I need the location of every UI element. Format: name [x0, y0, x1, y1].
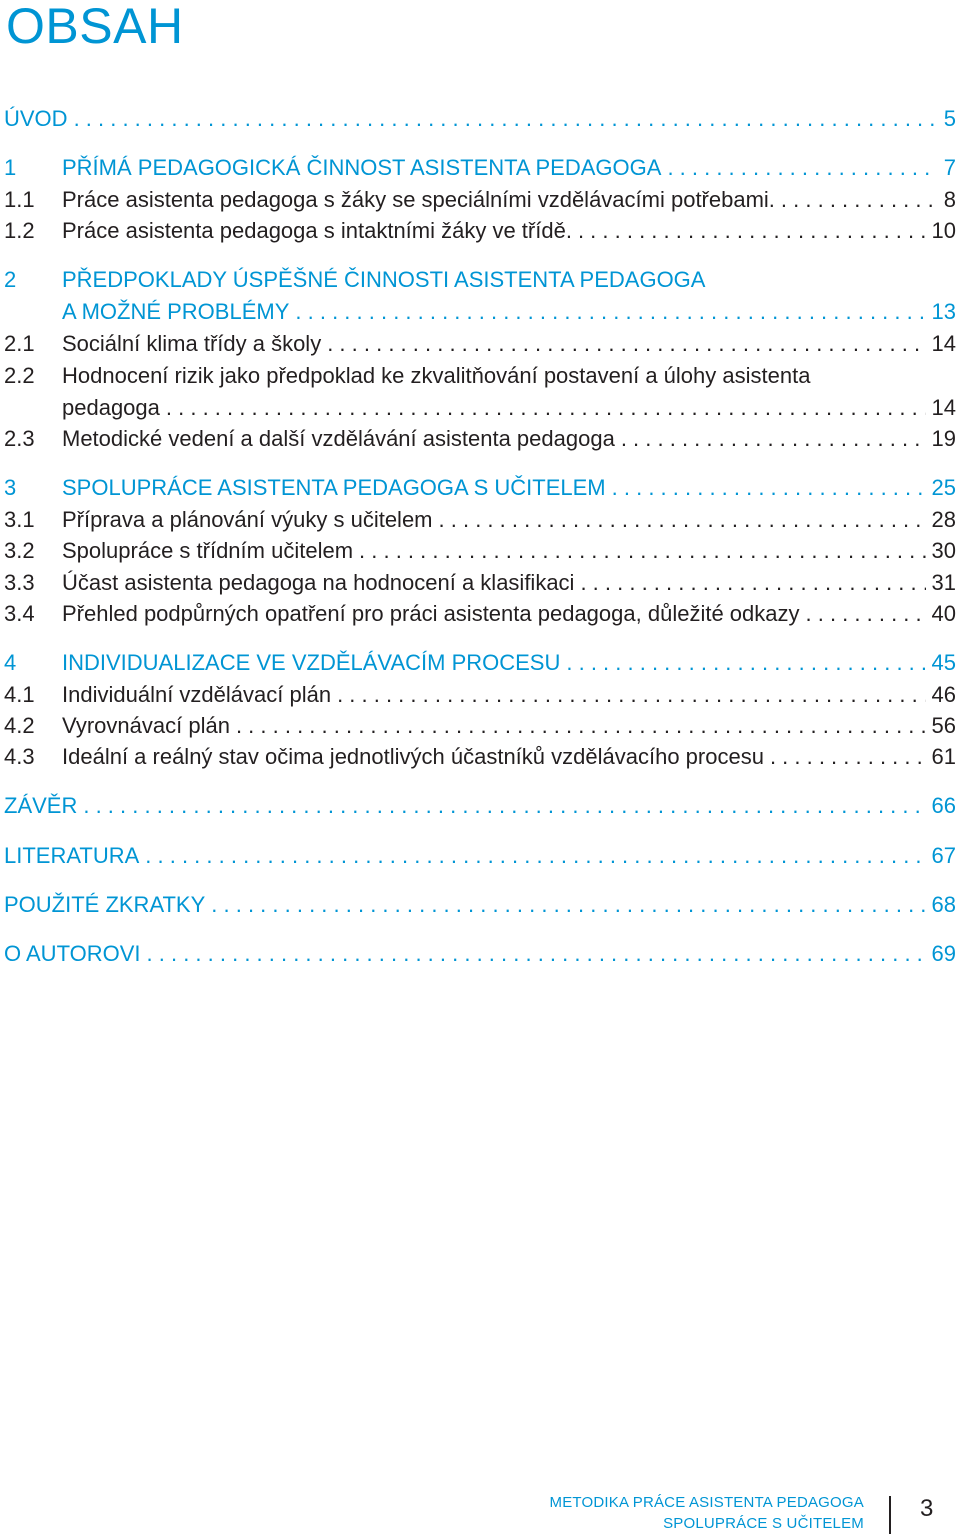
toc-entry-title: LITERATURA: [4, 843, 140, 868]
toc-entry-title: Práce asistenta pedagoga s žáky se speciálními vzdělávacími potřebami.: [62, 187, 775, 212]
toc-page-number: 8: [943, 187, 956, 212]
footer-running-title: [550, 1492, 864, 1534]
toc-entry-title: Příprava a plánování výuky s učitelem: [62, 507, 433, 532]
toc-entry-title: Účast asistenta pedagoga na hodnocení a klasifikaci: [62, 570, 575, 595]
toc-entry[interactable]: [4, 680, 956, 710]
toc-entry-continuation[interactable]: [4, 297, 956, 327]
dot-leader: [615, 424, 926, 454]
toc-entry-title: ZÁVĚR: [4, 793, 78, 818]
toc-entry-number: 3.1: [4, 507, 35, 532]
dot-leader: [205, 890, 925, 920]
toc-entry[interactable]: [4, 329, 956, 359]
toc-entry-title: A MOŽNÉ PROBLÉMY: [62, 299, 290, 324]
toc-entry-number: 3.4: [4, 601, 35, 626]
toc-entry-title: Individuální vzdělávací plán: [62, 682, 332, 707]
toc-entry[interactable]: [4, 361, 956, 391]
page-footer: [540, 1492, 960, 1536]
footer-chapter-title: SPOLUPRÁCE S UČITELEM: [663, 1515, 864, 1532]
toc-entry-title: Hodnocení rizik jako předpoklad ke zkvalitňování postavení a úlohy asistenta: [62, 363, 811, 388]
toc-page-number: 28: [931, 507, 956, 532]
dot-leader: [353, 536, 925, 566]
toc-entry-title: Přehled podpůrných opatření pro práci asistenta pedagoga, důležité odkazy: [62, 601, 800, 626]
toc-entry[interactable]: [4, 265, 956, 295]
toc-entry[interactable]: [4, 505, 956, 535]
toc-entry-title: POUŽITÉ ZKRATKY: [4, 892, 206, 917]
toc-entry-number: 4.2: [4, 713, 35, 738]
toc-entry[interactable]: [4, 568, 956, 598]
toc-entry-number: 2.3: [4, 426, 35, 451]
toc-page-number: 14: [931, 331, 956, 356]
toc-entry-title: PŘEDPOKLADY ÚSPĚŠNÉ ČINNOSTI ASISTENTA PEDAGOGA: [62, 267, 706, 292]
toc-entry-number: 2.1: [4, 331, 35, 356]
dot-leader: [764, 742, 926, 772]
toc-page-number: 45: [931, 650, 956, 675]
toc-entry[interactable]: [4, 473, 956, 503]
toc-entry[interactable]: [4, 185, 956, 215]
toc-page-number: 14: [931, 395, 956, 420]
toc-entry-title: Vyrovnávací plán: [62, 713, 230, 738]
toc-page-number: 69: [931, 941, 956, 966]
dot-leader: [139, 841, 925, 871]
toc-entry[interactable]: [4, 890, 956, 920]
toc-page-number: 10: [931, 218, 956, 243]
toc-page-number: 40: [931, 601, 956, 626]
toc-entry-number: 2: [4, 267, 17, 292]
toc-page-number: 56: [931, 713, 956, 738]
dot-leader: [160, 393, 926, 423]
toc-entry-title: INDIVIDUALIZACE VE VZDĚLÁVACÍM PROCESU: [62, 650, 561, 675]
toc-page-number: 5: [943, 106, 956, 131]
dot-leader: [321, 329, 925, 359]
toc-entry-number: 3.3: [4, 570, 35, 595]
toc-entry[interactable]: [4, 841, 956, 871]
toc-entry-number: 4.3: [4, 744, 35, 769]
dot-leader: [661, 153, 937, 183]
toc-entry-number: 1.1: [4, 187, 35, 212]
toc-entry[interactable]: [4, 153, 956, 183]
toc-entry-number: 3: [4, 475, 17, 500]
toc-entry-title: Metodické vedení a další vzdělávání asistenta pedagoga: [62, 426, 615, 451]
dot-leader: [775, 185, 938, 215]
toc-entry-title: ÚVOD: [4, 106, 68, 131]
toc-page-number: 66: [931, 793, 956, 818]
toc-entry-number: 4: [4, 650, 17, 675]
toc-entry[interactable]: [4, 424, 956, 454]
toc-entry-title: Sociální klima třídy a školy: [62, 331, 322, 356]
toc-page-number: 67: [931, 843, 956, 868]
toc-entry-title: Práce asistenta pedagoga s intaktními žáky ve třídě.: [62, 218, 572, 243]
dot-leader: [606, 473, 926, 503]
toc-entry[interactable]: [4, 104, 956, 134]
toc-page-number: 19: [931, 426, 956, 451]
toc-page-number: 61: [931, 744, 956, 769]
toc-entry[interactable]: [4, 742, 956, 772]
toc-page-number: 13: [931, 299, 956, 324]
dot-leader: [141, 939, 926, 969]
toc-entry-number: 1: [4, 155, 17, 180]
toc-page-number: 31: [931, 570, 956, 595]
toc-entry[interactable]: [4, 599, 956, 629]
page-title: OBSAH: [6, 0, 184, 54]
toc-entry-title: O AUTOROVI: [4, 941, 141, 966]
dot-leader: [77, 791, 925, 821]
toc-entry-number: 4.1: [4, 682, 35, 707]
toc-entry-title: SPOLUPRÁCE ASISTENTA PEDAGOGA S UČITELEM: [62, 475, 606, 500]
toc-entry[interactable]: [4, 939, 956, 969]
toc-page-number: 7: [943, 155, 956, 180]
toc-entry[interactable]: [4, 791, 956, 821]
toc-entry-title: Ideální a reálný stav očima jednotlivých účastníků vzdělávacího procesu: [62, 744, 764, 769]
toc-entry-number: 2.2: [4, 363, 35, 388]
toc-page-number: 25: [931, 475, 956, 500]
dot-leader: [574, 568, 925, 598]
toc-page-number: 30: [931, 538, 956, 563]
dot-leader: [289, 297, 925, 327]
toc-page-number: 68: [931, 892, 956, 917]
dot-leader: [560, 648, 925, 678]
footer-page-number: 3: [920, 1495, 934, 1522]
toc-entry[interactable]: [4, 536, 956, 566]
dot-leader: [433, 505, 926, 535]
toc-entry[interactable]: [4, 216, 956, 246]
toc-entry-title: Spolupráce s třídním učitelem: [62, 538, 354, 563]
dot-leader: [800, 599, 926, 629]
toc-entry-number: 3.2: [4, 538, 35, 563]
footer-publication-title: METODIKA PRÁCE ASISTENTA PEDAGOGA: [549, 1494, 864, 1511]
toc-entry[interactable]: [4, 711, 956, 741]
dot-leader: [230, 711, 926, 741]
toc-entry[interactable]: [4, 648, 956, 678]
dot-leader: [572, 216, 926, 246]
toc-entry-title: PŘÍMÁ PEDAGOGICKÁ ČINNOST ASISTENTA PEDAGOGA: [62, 155, 662, 180]
toc-entry-number: 1.2: [4, 218, 35, 243]
dot-leader: [331, 680, 925, 710]
toc-page-number: 46: [931, 682, 956, 707]
dot-leader: [68, 104, 938, 134]
footer-divider: [889, 1496, 891, 1534]
toc-entry-continuation[interactable]: [4, 393, 956, 423]
toc-entry-title: pedagoga: [62, 395, 160, 420]
